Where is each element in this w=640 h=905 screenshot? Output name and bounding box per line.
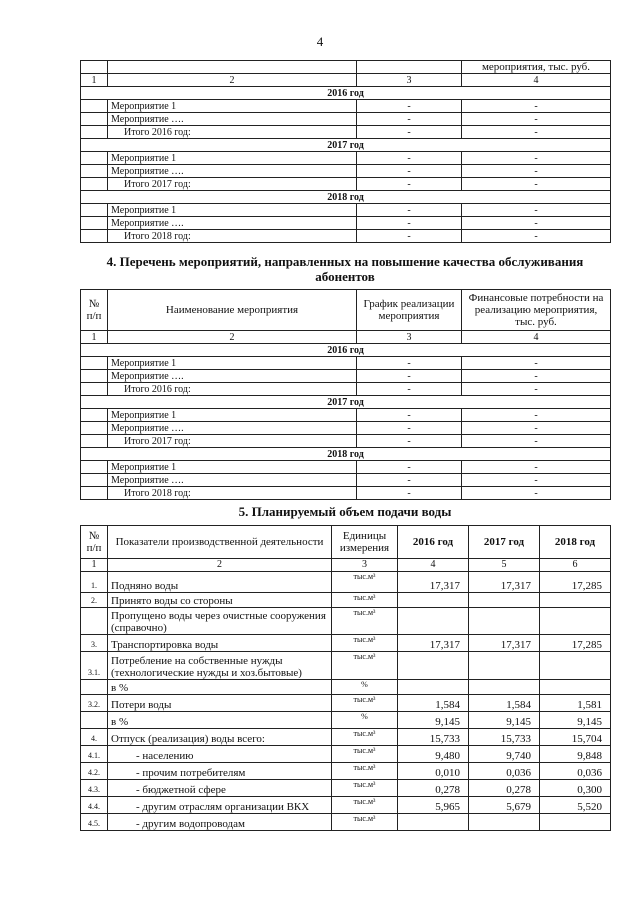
table-row — [81, 635, 611, 652]
quality-activities-table — [80, 289, 611, 500]
header-cell: мероприятия, тыс. руб. — [462, 61, 611, 74]
unit-cell: тыс.м³ — [332, 593, 398, 608]
row-number: 4. — [81, 729, 108, 746]
finance-cell: - — [462, 113, 611, 126]
no-cell — [81, 100, 108, 113]
activities-table-continued — [80, 60, 611, 243]
value-2016: 9,145 — [398, 712, 469, 729]
finance-cell: - — [462, 461, 611, 474]
unit-cell: тыс.м³ — [332, 814, 398, 831]
value-2017: 9,740 — [469, 746, 540, 763]
finance-cell: - — [462, 217, 611, 230]
value-2018: 17,285 — [540, 635, 611, 652]
no-cell — [81, 422, 108, 435]
finance-cell: - — [462, 178, 611, 191]
activity-name: Мероприятие 1 — [108, 100, 357, 113]
indicator-name: Потребление на собственные нужды (технологические нужды и хоз.бытовые) — [108, 652, 332, 680]
finance-cell: - — [462, 165, 611, 178]
total-row — [81, 178, 611, 191]
col-number: 3 — [357, 74, 462, 87]
no-cell — [81, 409, 108, 422]
value-2016 — [398, 593, 469, 608]
no-cell — [81, 126, 108, 139]
schedule-cell: - — [357, 435, 462, 448]
row-number — [81, 680, 108, 695]
no-cell — [81, 435, 108, 448]
table-row — [81, 113, 611, 126]
value-2016: 0,278 — [398, 780, 469, 797]
year-label: 2018 год — [81, 191, 611, 204]
finance-cell: - — [462, 487, 611, 500]
row-number: 3.2. — [81, 695, 108, 712]
activity-name: Мероприятие 1 — [108, 357, 357, 370]
header-cell: № п/п — [81, 290, 108, 331]
no-cell — [81, 370, 108, 383]
table-row — [81, 422, 611, 435]
table-row — [81, 814, 611, 831]
row-number: 1. — [81, 572, 108, 593]
activity-name: Мероприятие …. — [108, 165, 357, 178]
section-4-title: 4. Перечень мероприятий, направленных на повышение качества обслуживания абонентов — [106, 254, 584, 284]
total-row — [81, 435, 611, 448]
table-header-row — [81, 290, 611, 331]
schedule-cell: - — [357, 126, 462, 139]
total-row — [81, 383, 611, 396]
value-2016: 5,965 — [398, 797, 469, 814]
value-2018: 0,300 — [540, 780, 611, 797]
schedule-cell: - — [357, 422, 462, 435]
value-2016: 9,480 — [398, 746, 469, 763]
value-2016 — [398, 652, 469, 680]
table-row — [81, 652, 611, 680]
no-cell — [81, 487, 108, 500]
header-cell: Показатели производственной деятельности — [108, 526, 332, 559]
value-2018: 5,520 — [540, 797, 611, 814]
row-number — [81, 712, 108, 729]
no-cell — [81, 230, 108, 243]
header-cell — [108, 61, 357, 74]
table-row — [81, 461, 611, 474]
value-2017: 17,317 — [469, 635, 540, 652]
value-2018 — [540, 814, 611, 831]
value-2016: 17,317 — [398, 635, 469, 652]
finance-cell: - — [462, 370, 611, 383]
value-2018 — [540, 593, 611, 608]
value-2016: 17,317 — [398, 572, 469, 593]
row-number: 3.1. — [81, 652, 108, 680]
year-row — [81, 344, 611, 357]
unit-cell: тыс.м³ — [332, 746, 398, 763]
year-label: 2017 год — [81, 139, 611, 152]
activity-name: Мероприятие 1 — [108, 152, 357, 165]
table-row — [81, 780, 611, 797]
value-2017: 1,584 — [469, 695, 540, 712]
page-number: 4 — [316, 34, 324, 49]
total-label: Итого 2016 год: — [108, 126, 357, 139]
value-2016: 15,733 — [398, 729, 469, 746]
col-number: 2 — [108, 331, 357, 344]
column-number-row — [81, 74, 611, 87]
header-cell: 2018 год — [540, 526, 611, 559]
unit-cell: % — [332, 680, 398, 695]
schedule-cell: - — [357, 100, 462, 113]
table-row — [81, 593, 611, 608]
row-number: 4.1. — [81, 746, 108, 763]
indicator-name: - другим отраслям организации ВКХ — [108, 797, 332, 814]
value-2018: 17,285 — [540, 572, 611, 593]
col-number: 6 — [540, 559, 611, 572]
header-cell: График реализации мероприятия — [357, 290, 462, 331]
unit-cell: тыс.м³ — [332, 695, 398, 712]
indicator-name: Пропущено воды через очистные сооружения (справочно) — [108, 608, 332, 635]
header-cell: № п/п — [81, 526, 108, 559]
schedule-cell: - — [357, 178, 462, 191]
finance-cell: - — [462, 435, 611, 448]
col-number: 3 — [332, 559, 398, 572]
unit-cell: тыс.м³ — [332, 763, 398, 780]
table-row — [81, 695, 611, 712]
col-number: 5 — [469, 559, 540, 572]
value-2018: 1,581 — [540, 695, 611, 712]
col-number: 1 — [81, 331, 108, 344]
finance-cell: - — [462, 126, 611, 139]
no-cell — [81, 357, 108, 370]
row-number: 4.3. — [81, 780, 108, 797]
col-number: 3 — [357, 331, 462, 344]
year-row — [81, 191, 611, 204]
no-cell — [81, 178, 108, 191]
header-cell — [81, 61, 108, 74]
year-label: 2016 год — [81, 344, 611, 357]
activity-name: Мероприятие …. — [108, 113, 357, 126]
col-number: 2 — [108, 74, 357, 87]
unit-cell: тыс.м³ — [332, 780, 398, 797]
total-row — [81, 487, 611, 500]
finance-cell: - — [462, 152, 611, 165]
activity-name: Мероприятие 1 — [108, 204, 357, 217]
col-number: 2 — [108, 559, 332, 572]
value-2018: 0,036 — [540, 763, 611, 780]
finance-cell: - — [462, 383, 611, 396]
schedule-cell: - — [357, 357, 462, 370]
schedule-cell: - — [357, 409, 462, 422]
column-number-row — [81, 559, 611, 572]
table-row — [81, 572, 611, 593]
col-number: 1 — [81, 74, 108, 87]
finance-cell: - — [462, 422, 611, 435]
no-cell — [81, 383, 108, 396]
table-row — [81, 204, 611, 217]
no-cell — [81, 217, 108, 230]
schedule-cell: - — [357, 230, 462, 243]
header-cell: 2016 год — [398, 526, 469, 559]
row-number: 4.2. — [81, 763, 108, 780]
table-row — [81, 680, 611, 695]
total-label: Итого 2018 год: — [108, 487, 357, 500]
value-2018: 9,848 — [540, 746, 611, 763]
schedule-cell: - — [357, 461, 462, 474]
table-header-row — [81, 61, 611, 74]
header-cell: Единицы измерения — [332, 526, 398, 559]
value-2016 — [398, 680, 469, 695]
table-row — [81, 165, 611, 178]
indicator-name: Подняно воды — [108, 572, 332, 593]
value-2017: 0,036 — [469, 763, 540, 780]
table-row — [81, 370, 611, 383]
total-row — [81, 126, 611, 139]
year-label: 2017 год — [81, 396, 611, 409]
indicator-name: Потери воды — [108, 695, 332, 712]
unit-cell: тыс.м³ — [332, 572, 398, 593]
finance-cell: - — [462, 230, 611, 243]
no-cell — [81, 165, 108, 178]
value-2017 — [469, 593, 540, 608]
total-label: Итого 2016 год: — [108, 383, 357, 396]
no-cell — [81, 152, 108, 165]
value-2017: 15,733 — [469, 729, 540, 746]
value-2018 — [540, 608, 611, 635]
row-number: 4.5. — [81, 814, 108, 831]
column-number-row — [81, 331, 611, 344]
activity-name: Мероприятие 1 — [108, 461, 357, 474]
unit-cell: тыс.м³ — [332, 729, 398, 746]
value-2016: 0,010 — [398, 763, 469, 780]
schedule-cell: - — [357, 204, 462, 217]
activity-name: Мероприятие …. — [108, 422, 357, 435]
finance-cell: - — [462, 100, 611, 113]
value-2018: 15,704 — [540, 729, 611, 746]
schedule-cell: - — [357, 487, 462, 500]
value-2017: 0,278 — [469, 780, 540, 797]
water-supply-rows — [81, 572, 611, 831]
no-cell — [81, 113, 108, 126]
schedule-cell: - — [357, 152, 462, 165]
value-2018 — [540, 680, 611, 695]
year-row — [81, 448, 611, 461]
total-label: Итого 2017 год: — [108, 435, 357, 448]
value-2016 — [398, 814, 469, 831]
col-number: 1 — [81, 559, 108, 572]
table-row — [81, 100, 611, 113]
indicator-name: - другим водопроводам — [108, 814, 332, 831]
col-number: 4 — [462, 331, 611, 344]
row-number: 4.4. — [81, 797, 108, 814]
value-2018 — [540, 652, 611, 680]
indicator-name: Отпуск (реализация) воды всего: — [108, 729, 332, 746]
indicator-name: - населению — [108, 746, 332, 763]
water-supply-table — [80, 525, 611, 831]
table-row — [81, 474, 611, 487]
value-2018: 9,145 — [540, 712, 611, 729]
value-2017: 9,145 — [469, 712, 540, 729]
year-label: 2018 год — [81, 448, 611, 461]
schedule-cell: - — [357, 165, 462, 178]
table-row — [81, 729, 611, 746]
indicator-name: Принято воды со стороны — [108, 593, 332, 608]
total-label: Итого 2018 год: — [108, 230, 357, 243]
finance-cell: - — [462, 409, 611, 422]
finance-cell: - — [462, 357, 611, 370]
table-row — [81, 712, 611, 729]
indicator-name: - бюджетной сфере — [108, 780, 332, 797]
activity-name: Мероприятие …. — [108, 217, 357, 230]
value-2016 — [398, 608, 469, 635]
indicator-name: - прочим потребителям — [108, 763, 332, 780]
activity-name: Мероприятие …. — [108, 474, 357, 487]
schedule-cell: - — [357, 474, 462, 487]
col-number: 4 — [398, 559, 469, 572]
value-2017: 17,317 — [469, 572, 540, 593]
total-label: Итого 2017 год: — [108, 178, 357, 191]
year-row — [81, 87, 611, 100]
year-row — [81, 139, 611, 152]
unit-cell: тыс.м³ — [332, 608, 398, 635]
value-2017 — [469, 680, 540, 695]
header-cell — [357, 61, 462, 74]
row-number: 2. — [81, 593, 108, 608]
header-cell: Финансовые потребности на реализацию мероприятия, тыс. руб. — [462, 290, 611, 331]
value-2017: 5,679 — [469, 797, 540, 814]
value-2017 — [469, 608, 540, 635]
table-row — [81, 357, 611, 370]
header-cell: Наименование мероприятия — [108, 290, 357, 331]
schedule-cell: - — [357, 383, 462, 396]
finance-cell: - — [462, 204, 611, 217]
table-row — [81, 608, 611, 635]
indicator-name: в % — [108, 712, 332, 729]
no-cell — [81, 204, 108, 217]
table-row — [81, 152, 611, 165]
table-row — [81, 217, 611, 230]
unit-cell: тыс.м³ — [332, 635, 398, 652]
indicator-name: Транспортировка воды — [108, 635, 332, 652]
table-row — [81, 409, 611, 422]
value-2016: 1,584 — [398, 695, 469, 712]
unit-cell: % — [332, 712, 398, 729]
table-header-row — [81, 526, 611, 559]
header-cell: 2017 год — [469, 526, 540, 559]
schedule-cell: - — [357, 113, 462, 126]
activity-name: Мероприятие …. — [108, 370, 357, 383]
schedule-cell: - — [357, 370, 462, 383]
no-cell — [81, 474, 108, 487]
unit-cell: тыс.м³ — [332, 652, 398, 680]
unit-cell: тыс.м³ — [332, 797, 398, 814]
table-row — [81, 797, 611, 814]
year-row — [81, 396, 611, 409]
section-5-title: 5. Планируемый объем подачи воды — [238, 504, 452, 519]
col-number: 4 — [462, 74, 611, 87]
value-2017 — [469, 814, 540, 831]
no-cell — [81, 461, 108, 474]
indicator-name: в % — [108, 680, 332, 695]
finance-cell: - — [462, 474, 611, 487]
activity-name: Мероприятие 1 — [108, 409, 357, 422]
total-row — [81, 230, 611, 243]
row-number — [81, 608, 108, 635]
row-number: 3. — [81, 635, 108, 652]
value-2017 — [469, 652, 540, 680]
table-row — [81, 746, 611, 763]
year-label: 2016 год — [81, 87, 611, 100]
schedule-cell: - — [357, 217, 462, 230]
table-row — [81, 763, 611, 780]
